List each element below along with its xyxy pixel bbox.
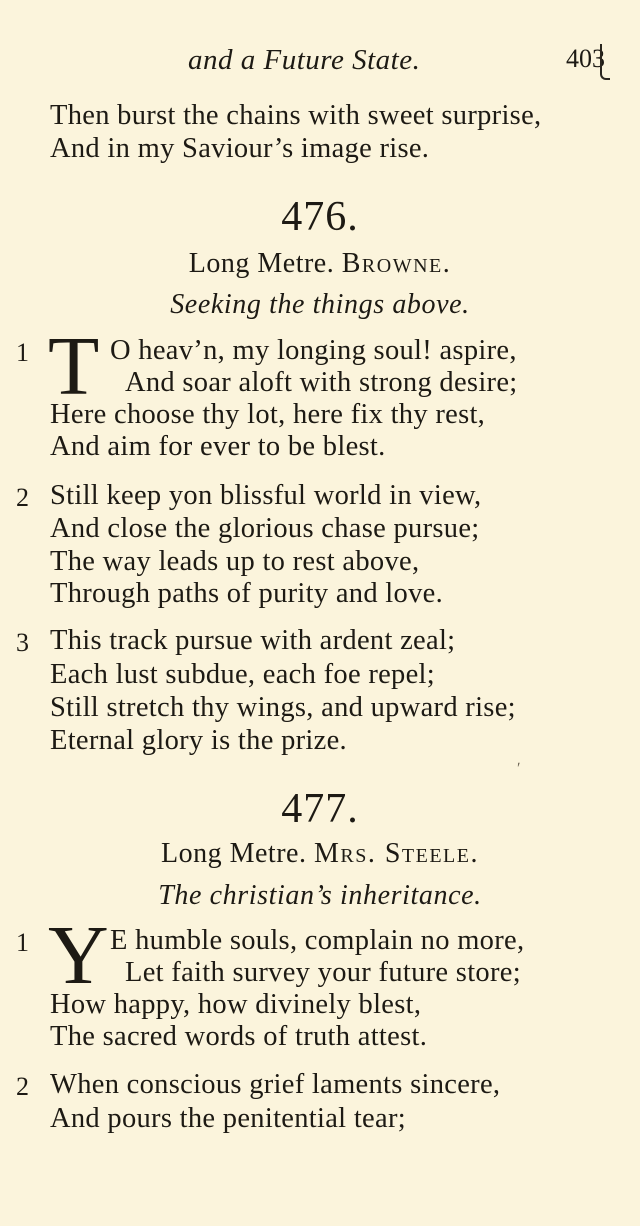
- drop-cap: T: [48, 320, 100, 413]
- verse-line: And soar aloft with strong desire;: [125, 367, 518, 398]
- hymn-number: 476.: [281, 194, 359, 240]
- verse-line: Eternal glory is the prize.: [50, 725, 347, 756]
- verse-line: Through paths of purity and love.: [50, 578, 443, 609]
- verse-line: Each lust subdue, each foe repel;: [50, 659, 435, 690]
- hymn-meter: [0, 838, 640, 870]
- verse-number: 2: [16, 1072, 29, 1101]
- verse-line: O heav’n, my longing soul! aspire,: [110, 335, 517, 366]
- meter-label: Long Metre.: [161, 838, 307, 869]
- intro-line: Then burst the chains with sweet surprise,: [50, 100, 542, 131]
- verse-line: The sacred words of truth attest.: [50, 1021, 428, 1052]
- verse-line: The way leads up to rest above,: [50, 546, 420, 577]
- drop-cap: Y: [48, 909, 109, 1002]
- verse-line: When conscious grief laments sincere,: [50, 1069, 501, 1100]
- running-title: and a Future State.: [188, 44, 421, 76]
- page-number: 403: [566, 44, 605, 73]
- verse-line: And close the glorious chase pursue;: [50, 513, 480, 544]
- hymn-subject: Seeking the things above.: [170, 289, 470, 320]
- hymn-subject: The christian’s inheritance.: [158, 880, 482, 911]
- verse-line: How happy, how divinely blest,: [50, 989, 422, 1020]
- verse-line: Still keep yon blissful world in view,: [50, 480, 482, 511]
- hymn-meter: [0, 248, 640, 280]
- verse-line: E humble souls, complain no more,: [110, 925, 525, 956]
- verse-line: This track pursue with ardent zeal;: [50, 625, 456, 656]
- verse-line: Still stretch thy wings, and upward rise;: [50, 692, 516, 723]
- verse-line: And aim for ever to be blest.: [50, 431, 386, 462]
- verse-number: 1: [16, 338, 29, 367]
- hymn-author: Mrs. Steele.: [313, 838, 479, 869]
- verse-number: 1: [16, 928, 29, 957]
- verse-number: 3: [16, 628, 29, 657]
- intro-line: And in my Saviour’s image rise.: [50, 133, 430, 164]
- hymn-number: 477.: [281, 786, 359, 832]
- verse-number: 2: [16, 483, 29, 512]
- verse-line: And pours the penitential tear;: [50, 1103, 406, 1134]
- page-edge-mark: [600, 44, 610, 80]
- verse-line: Here choose thy lot, here fix thy rest,: [50, 399, 486, 430]
- hymn-author: Browne.: [341, 248, 452, 279]
- meter-label: Long Metre.: [188, 248, 335, 279]
- page-header: [0, 44, 640, 88]
- verse-line: Let faith survey your future store;: [125, 957, 521, 988]
- ink-speck: ʹ: [517, 760, 521, 777]
